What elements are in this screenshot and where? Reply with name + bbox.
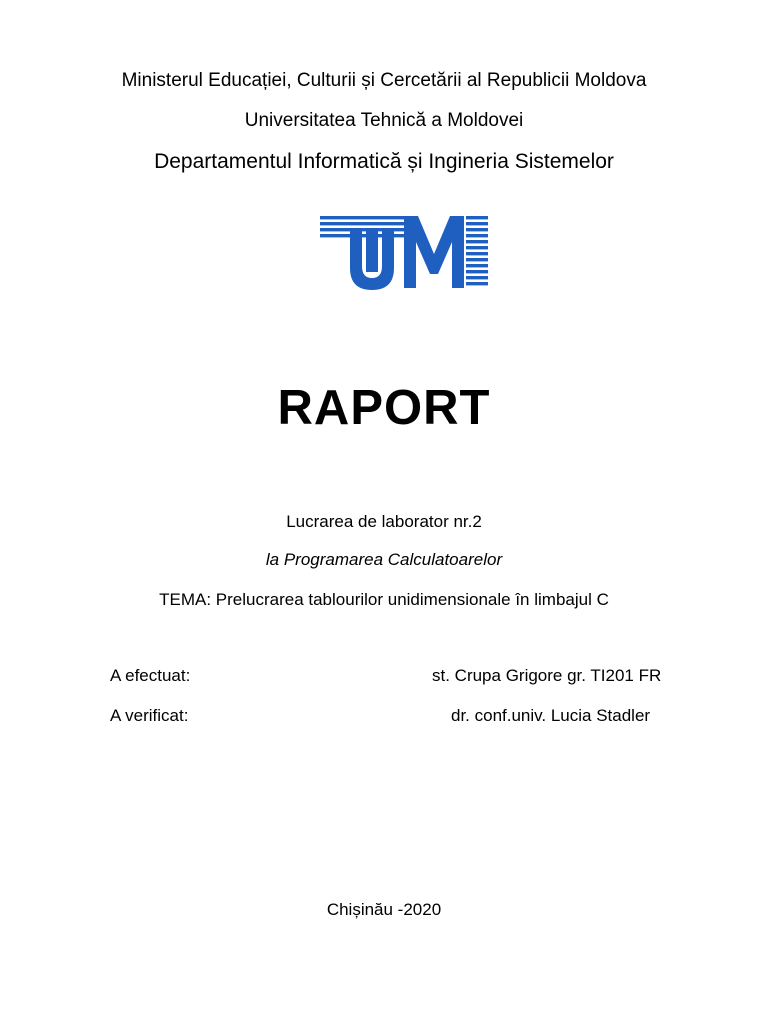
performed-label: A efectuat: [110, 666, 191, 685]
ministry-name: Ministerul Educației, Culturii și Cercetării al Republicii Moldova [121, 70, 647, 91]
verified-label: A verificat: [110, 706, 189, 725]
city-year: Chișinău -2020 [326, 900, 442, 919]
course-name: la Programarea Calculatoarelor [265, 550, 503, 569]
university-name: Universitatea Tehnică a Moldovei [244, 110, 524, 131]
report-title: RAPORT [277, 381, 491, 435]
utm-logo-icon [318, 210, 490, 294]
lab-number: Lucrarea de laborator nr.2 [286, 512, 482, 531]
department-name: Departamentul Informatică și Ingineria Sistemelor [154, 150, 614, 173]
lab-theme: TEMA: Prelucrarea tablourilor unidimensionale în limbajul C [159, 590, 609, 609]
verified-value: dr. conf.univ. Lucia Stadler [451, 706, 651, 725]
utm-logo-graphic [318, 210, 490, 294]
performed-value: st. Crupa Grigore gr. TI201 FR [432, 666, 662, 685]
